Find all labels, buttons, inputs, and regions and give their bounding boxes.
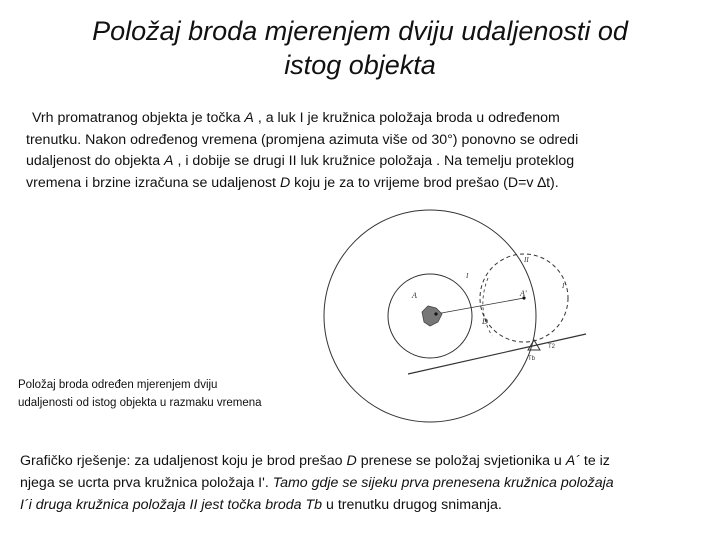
solution-line-1: Grafičko rješenje: za udaljenost koju je brod prešao D prenese se položaj svjetionika u A´ te iz xyxy=(20,453,610,469)
title-line-2: istog objekta xyxy=(284,50,436,80)
slide-title xyxy=(0,14,720,82)
label-i: I xyxy=(466,272,469,280)
label-a: A xyxy=(412,291,417,300)
land-mass xyxy=(422,306,442,326)
label-tb: Tb xyxy=(528,356,536,362)
label-t2: T2 xyxy=(548,344,556,350)
label-a-prime: A' xyxy=(520,289,527,298)
figure-caption xyxy=(18,376,298,412)
intro-line-3: udaljenost do objekta A , i dobije se drugi II luk kružnice položaja . Na temelju proteklog xyxy=(26,153,575,169)
title-line-1: Položaj broda mjerenjem dviju udaljenosti od xyxy=(92,16,628,46)
solution-line-2: njega se ucrta prva kružnica položaja I'. Tamo gdje se sijeku prva prenesena kružnica položaja xyxy=(20,475,614,491)
solution-paragraph xyxy=(20,450,704,516)
intro-line-4: vremena i brzine izračuna se udaljenost D koju je za to vrijeme brod prešao (D=v ∆t). xyxy=(26,174,559,191)
intro-paragraph xyxy=(26,108,698,194)
caption-line-2: udaljenosti od istog objekta u razmaku vremena xyxy=(18,397,262,409)
label-i-prime: I' xyxy=(562,282,566,290)
caption-line-1: Položaj broda određen mjerenjem dviju xyxy=(18,379,218,391)
point-a xyxy=(434,312,437,315)
position-circles-diagram xyxy=(288,208,588,430)
intro-line-2: trenutku. Nakon određenog vremena (promjena azimuta više od 30°) ponovno se odredi xyxy=(26,131,579,148)
intro-line-1: Vrh promatranog objekta je točka A , a luk I je kružnica položaja broda u određenom xyxy=(32,110,560,126)
course-line xyxy=(408,334,586,374)
label-d: D xyxy=(482,317,488,326)
solution-line-3: I´i druga kružnica položaja II jest točka broda Tb u trenutku drugog snimanja. xyxy=(20,497,502,513)
label-ii: II xyxy=(524,256,529,264)
